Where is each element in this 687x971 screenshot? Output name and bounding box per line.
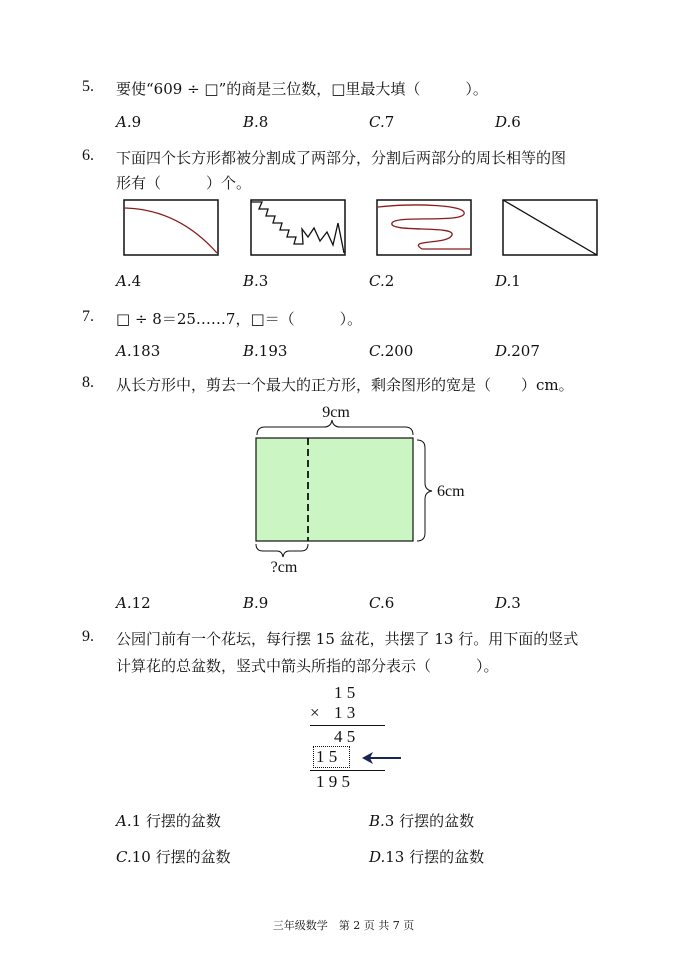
q6-figure-b: [250, 199, 346, 256]
option-letter: B.: [243, 113, 259, 131]
option-text: 13 行摆的盆数: [385, 848, 485, 866]
option-letter: B.: [243, 342, 259, 360]
calc-row-partial-1: 4 5: [334, 727, 356, 746]
q5-number: 5.: [82, 78, 94, 95]
calc-times-sign: ×: [310, 703, 320, 722]
option-letter: D.: [495, 594, 512, 612]
q9-option-d[interactable]: [369, 846, 484, 867]
q5-text: 要使“609 ÷ □”的商是三位数，□里最大填（ ）。: [116, 80, 488, 98]
q6-number: 6.: [82, 147, 94, 164]
q7-option-b[interactable]: [243, 342, 287, 360]
option-text: 4: [131, 272, 142, 290]
q9-option-a[interactable]: [116, 810, 221, 831]
q7-option-a[interactable]: [116, 342, 160, 360]
option-text: 1: [511, 272, 521, 290]
calc-rule-2: [310, 770, 385, 771]
q6-option-c[interactable]: [369, 272, 394, 290]
q5-option-c[interactable]: [369, 113, 394, 131]
q6-option-a[interactable]: [116, 272, 141, 290]
q5-option-d[interactable]: [495, 113, 521, 131]
q7-option-c[interactable]: [369, 342, 413, 360]
option-text: 9: [131, 113, 142, 131]
option-text: 9: [258, 594, 269, 612]
option-letter: D.: [369, 848, 386, 866]
q6-figure-d: [502, 199, 598, 256]
q7-text: □ ÷ 8＝25……7，□＝（ ）。: [116, 310, 363, 328]
green-rectangle: [256, 438, 413, 541]
option-letter: A.: [116, 812, 132, 830]
option-text: 193: [258, 342, 288, 360]
option-letter: C.: [369, 272, 385, 290]
q6-text-line1: 下面四个长方形都被分割成了两部分，分割后两部分的周长相等的图: [116, 149, 567, 167]
bottom-label: ?cm: [270, 559, 298, 576]
q6-figure-a: [123, 199, 219, 256]
option-letter: C.: [369, 594, 385, 612]
q9-text-line2: 计算花的总盆数，竖式中箭头所指的部分表示（ ）。: [116, 657, 499, 675]
q8-figure: [250, 400, 480, 580]
q7-option-d[interactable]: [495, 342, 540, 360]
option-letter: B.: [369, 812, 385, 830]
calc-row-multiplier: 1 3: [334, 703, 356, 722]
calc-rule-1: [310, 725, 385, 726]
option-text: 6: [511, 113, 521, 131]
option-text: 3: [258, 272, 269, 290]
option-text: 8: [258, 113, 269, 131]
option-text: 12: [131, 594, 151, 612]
bottom-brace: [256, 544, 308, 557]
option-text: 3 行摆的盆数: [384, 812, 475, 830]
top-brace: [257, 420, 413, 435]
left-arrow-icon: [362, 750, 402, 769]
option-letter: D.: [495, 113, 512, 131]
option-text: 1 行摆的盆数: [131, 812, 221, 830]
option-letter: A.: [116, 272, 132, 290]
right-brace: [417, 440, 432, 541]
q6-option-d[interactable]: [495, 272, 521, 290]
q9-text-line1: 公园门前有一个花坛，每行摆 15 盆花，共摆了 13 行。用下面的竖式: [116, 630, 579, 648]
calc-row-result: 1 9 5: [316, 772, 350, 791]
top-label: 9cm: [322, 404, 350, 421]
q6-figure-c: [376, 199, 472, 256]
option-text: 207: [511, 342, 540, 360]
q5-option-b[interactable]: [243, 113, 268, 131]
q7-number: 7.: [82, 308, 94, 325]
vertical-multiplication: [300, 683, 410, 793]
option-text: 183: [131, 342, 161, 360]
q9-option-b[interactable]: [369, 810, 474, 831]
option-letter: C.: [116, 848, 132, 866]
calc-row-multiplicand: 1 5: [334, 683, 356, 702]
right-label: 6cm: [437, 483, 465, 500]
q5-option-a[interactable]: [116, 113, 141, 131]
option-letter: A.: [116, 594, 132, 612]
option-letter: C.: [369, 342, 385, 360]
option-letter: B.: [243, 272, 259, 290]
option-letter: A.: [116, 113, 132, 131]
option-letter: C.: [369, 113, 385, 131]
q8-option-a[interactable]: [116, 594, 151, 612]
option-letter: D.: [495, 342, 512, 360]
option-letter: B.: [243, 594, 259, 612]
q8-option-b[interactable]: [243, 594, 268, 612]
option-text: 200: [384, 342, 414, 360]
option-text: 3: [511, 594, 521, 612]
q8-option-d[interactable]: [495, 594, 521, 612]
q6-text-line2: 形有（ ）个。: [116, 174, 252, 192]
option-letter: D.: [495, 272, 512, 290]
q8-text: 从长方形中，剪去一个最大的正方形，剩余图形的宽是（ ）cm。: [116, 376, 574, 394]
q9-option-c[interactable]: [116, 846, 231, 867]
option-text: 2: [384, 272, 395, 290]
q8-option-c[interactable]: [369, 594, 394, 612]
option-letter: A.: [116, 342, 132, 360]
q6-option-b[interactable]: [243, 272, 268, 290]
q9-number: 9.: [82, 628, 94, 645]
option-text: 7: [384, 113, 395, 131]
page-footer: 三年级数学 第 2 页 共 7 页: [272, 919, 415, 932]
q8-number: 8.: [82, 374, 94, 391]
option-text: 6: [384, 594, 395, 612]
option-text: 10 行摆的盆数: [131, 848, 231, 866]
calc-row-partial-2: 1 5: [316, 747, 338, 766]
